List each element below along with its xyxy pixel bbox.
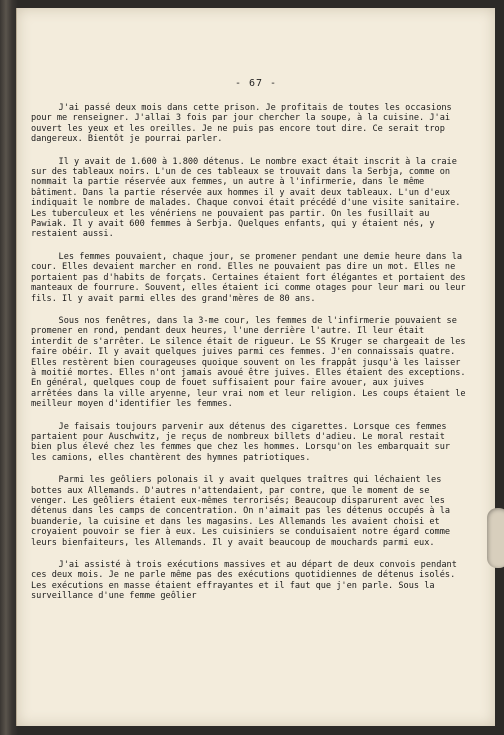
paragraph-2: Il y avait de 1.600 à 1.800 détenus. Le nombre exact était inscrit à la craie sur des tableaux noirs. L'un de ces tableaux se trouvait dans la Serbja, comme on nommait la partie réservée aux femmes, un autre à l'infirmerie, dans le même bâtiment. Dans la partie réservée aux hommes il y avait deux tableaux. L'un d'eux indiquait le nombre de malades. Chaque convoi était précédé d'une visite sanitaire. Les tuberculeux et les vénériens ne pouvaient pas partir. On les fusillait au Pawiak. Il y avait 600 femmes à Serbja. Quelques enfants, qui y étaient nés, y restaient aussi. xyxy=(31,156,466,240)
paper-sheet xyxy=(16,8,495,726)
binder-hole xyxy=(487,508,504,568)
paragraph-4: Sous nos fenêtres, dans la 3-me cour, les femmes de l'infirmerie pouvaient se promener en rond, pendant deux heures, l'une derrière l'autre. Il leur était interdit de s'arrêter. Le silence était de rigueur. Le SS Kruger se chargeait de les faire obéir. Il y avait quelques juives parmi ces femmes. J'en connaissais quatre. Elles restèrent bien courageuses quoique souvent on les frappât jusqu'à les laisser à moitié mortes. Elles n'ont jamais avoué être juives. Elles étaient des exceptions. En général, quelques coup de fouet suffisaient pour faire avouer, aux juives arrêtées dans la ville aryenne, leur vrai nom et leur religion. Les coups étaient le meilleur moyen d'identifier les femmes. xyxy=(31,315,471,410)
paragraph-7: J'ai assisté à trois exécutions massives et au départ de deux convois pendant ces deux mois. Je ne parle même pas des exécutions quotidiennes de détenus isolés. Les exécutions en masse étaient effrayantes et il faut que j'en parle. Sous la surveillance d'une femme geôlier xyxy=(31,560,463,602)
paragraph-1: J'ai passé deux mois dans cette prison. Je profitais de toutes les occasions pour me renseigner. J'allai 3 fois par jour chercher la soupe, à la cuisine. J'ai ouvert les yeux et les oreilles. Je ne puis pas encore tout dire. Ce serait trop dangereux. Bientôt je pourrai parler. xyxy=(31,103,457,145)
page-number: - 67 - xyxy=(234,78,278,89)
paragraph-3: Les femmes pouvaient, chaque jour, se promener pendant une demie heure dans la cour. Elles devaient marcher en rond. Elles ne pouvaient pas dire un mot. Elles ne portaient pas d'habits de forçats. Certaines étaient fort élégantes et portaient des manteaux de fourrure. Souvent, elles étaient ici comme otages pour leur mari ou leur fils. Il y avait parmi elles des grand'mères de 80 ans. xyxy=(31,251,471,304)
paragraph-6: Parmi les geôliers polonais il y avait quelques traîtres qui léchaient les bottes aux Allemands. D'autres n'attendaient, par contre, que le moment de se venger. Les geôliers étaient eux-mêmes terrorisés; Beaucoup disparurent avec les détenus dans les camps de concentration. On n'aimait pas les détenus occupés à la buanderie, la cuisine et dans les magasins. Les Allemands les avaient choisi et croyaient pouvoir se fier à eux. Les cuisiniers se conduisaient notre égard comme leurs bienfaiteurs, les Allemands. Il y avait beaucoup de mouchards parmi eux. xyxy=(31,475,456,548)
paragraph-5: Je faisais toujours parvenir aux détenus des cigarettes. Lorsque ces femmes partaient pour Auschwitz, je reçus de nombreux billets d'adieu. Le moral restait bien plus élevé chez les femmes que chez les hommes. Lorsqu'on les embarquait sur les camions, elles chantèrent des hymnes patriotiques. xyxy=(31,421,456,463)
typed-text-body xyxy=(31,103,469,614)
